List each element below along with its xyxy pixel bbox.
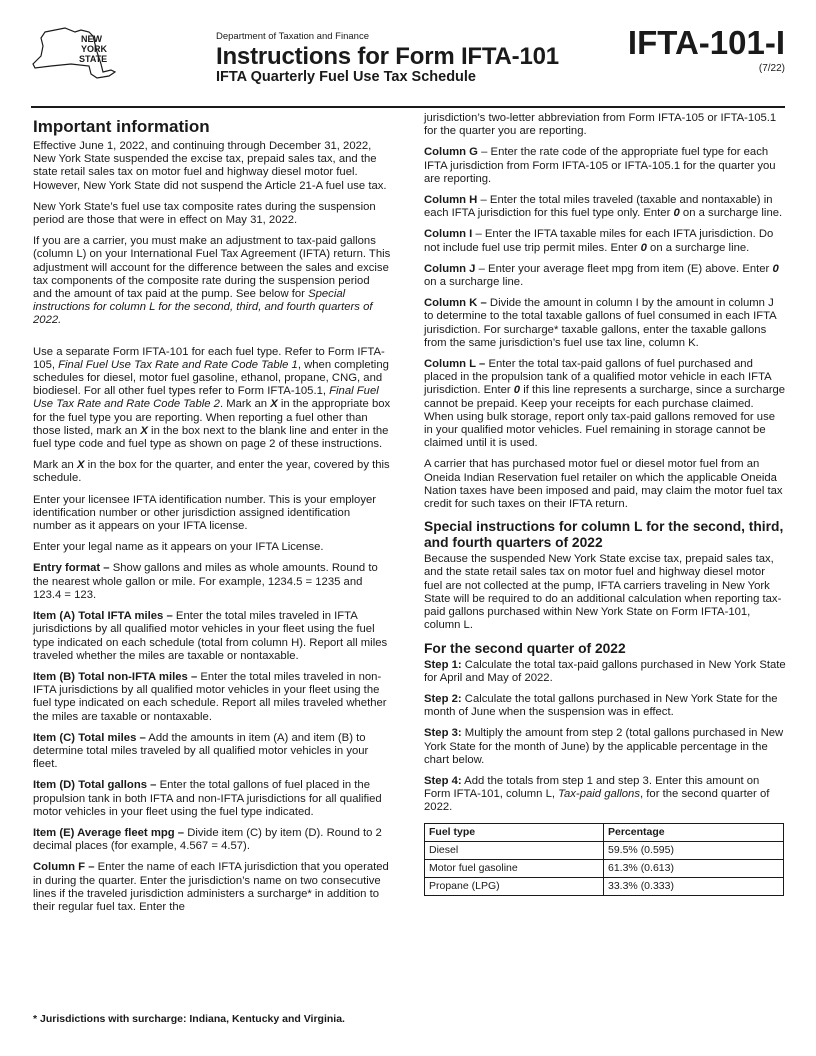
new-york-state-logo (31, 26, 117, 80)
right-column (424, 112, 786, 896)
left-column (33, 112, 391, 922)
para-legal-name: Enter your legal name as it appears on your IFTA License. (33, 541, 324, 554)
para-carrier-adjustment: If you are a carrier, you must make an adjustment to tax-paid gallons (column L) on your International Fuel Tax Agreement (IFTA) return. This adjustment will account for the difference between the sales and excise tax components of the composite rate during the suspension period and the amount of tax paid at the pump. See below for Special instructions for column L for the second, third, and fourth quarters of 2022. (33, 235, 391, 327)
form-number: IFTA-101-I (627, 24, 785, 61)
para-column-l: Column L – Enter the total tax-paid gallons of fuel purchased and placed in the propulsion tank of a qualified motor vehicle in each IFTA jurisdiction. Enter 0 if this line represents a surcharge, since a surcharge cannot be prepaid. Keep your receipts for each purchase claimed. When using bulk storage, report only tax-paid gallons removed for use in your qualified motor vehicles. Fuel remaining in storage cannot be claimed until it is used. (424, 358, 786, 450)
department-name: Department of Taxation and Finance (216, 31, 369, 42)
page-header (31, 26, 785, 108)
revision-date: (7/22) (758, 63, 785, 74)
header-divider (31, 106, 785, 108)
para-column-g: Column G – Enter the rate code of the appropriate fuel type for each IFTA jurisdiction from Form IFTA-105 or IFTA-105.1 for the quarter you are reporting. (424, 146, 776, 185)
table-row (425, 878, 784, 896)
table-cell: Diesel (425, 841, 604, 859)
step-2: Step 2: Calculate the total gallons purchased in New York State for the month of June when the suspension was in effect. (424, 692, 778, 719)
para-special-instructions: Because the suspended New York State excise tax, prepaid sales tax, and the state retail sales tax on motor fuel and highway diesel motor fuel are not collected at the pump, IFTA carriers traveling in New York State will be required to do an additional calculation when reporting tax-paid gallons purchased within New York State on Form IFTA-101, column L. (424, 553, 782, 632)
para-column-f-cont: jurisdiction’s two-letter abbreviation from Form IFTA-105 or IFTA-105.1 for the quarter you are reporting. (424, 112, 777, 138)
table-cell: 61.3% (0.613) (604, 859, 784, 877)
para-suspension: Effective June 1, 2022, and continuing through December 31, 2022, New York State suspended the excise tax, prepaid sales tax, and the state retail sales tax on motor fuel and highway diesel motor fuel. However, New York State did not suspend the Article 21-A fuel use tax. (33, 140, 387, 192)
para-item-b: Item (B) Total non-IFTA miles – Enter the total miles traveled in non-IFTA jurisdictions by all qualified motor vehicles in your fleet using the fuel type indicated on each schedule. Report all miles traveled whether the miles are taxable or nontaxable. (33, 670, 387, 723)
table-cell: Motor fuel gasoline (425, 859, 604, 877)
special-instructions-heading: Special instructions for column L for the second, third, and fourth quarters of 2022 (424, 519, 784, 551)
para-composite-rates: New York State’s fuel use tax composite rates during the suspension period are those that were in effect on May 31, 2022. (33, 200, 376, 227)
table-header-fuel-type: Fuel type (425, 823, 604, 841)
step-4: Step 4: Add the totals from step 1 and step 3. Enter this amount on Form IFTA-101, column L, Tax-paid gallons, for the second quarter of 2022. (424, 774, 770, 814)
para-fuel-type: Use a separate Form IFTA-101 for each fuel type. Refer to Form IFTA-105, Final Fuel Use Tax Rate and Rate Code Table 1, when completing schedules for diesel, motor fuel gasoline, ethanol, propane, CNG, and biodiesel. For all other fuel types refer to Form IFTA-105.1, Final Fuel Use Tax Rate and Rate Code Table 2. Mark an X in the appropriate box for the fuel type you are reporting. When reporting a fuel other than those listed, mark an X in the box next to the blank line and enter in the fuel type code and fuel type as shown on page 2 of these instructions. (33, 345, 391, 451)
table-row (425, 859, 784, 877)
important-info-heading: Important information (33, 117, 210, 136)
table-cell: 33.3% (0.333) (604, 878, 784, 896)
para-entry-format: Entry format – Show gallons and miles as whole amounts. Round to the nearest whole gallon or mile. For example, 1234.5 = 1235 and 123.4 = 123. (33, 562, 378, 601)
table-cell: Propane (LPG) (425, 878, 604, 896)
para-item-d: Item (D) Total gallons – Enter the total gallons of fuel placed in the propulsion tank in both IFTA and non-IFTA jurisdictions for all qualified motor vehicles in your fleet using the fuel type indicated. (33, 779, 382, 818)
table-header-row (425, 823, 784, 841)
page-title: Instructions for Form IFTA-101 (216, 43, 559, 70)
para-item-a: Item (A) Total IFTA miles – Enter the total miles traveled in IFTA jurisdictions by all qualified motor vehicles in your fleet using the fuel type indicated on each schedule (total from column H). Report all miles traveled whether the miles are taxable or nontaxable. (33, 610, 388, 662)
para-licensee-id: Enter your licensee IFTA identification number. This is your employer identification number or other jurisdiction assigned identification number as it appears on your IFTA license. (33, 493, 377, 533)
logo-line-3: STATE (79, 54, 108, 64)
page-subtitle: IFTA Quarterly Fuel Use Tax Schedule (216, 69, 476, 85)
para-column-k: Column K – Divide the amount in column I by the amount in column J to determine to the total taxable gallons of fuel consumed in each IFTA jurisdiction. For surcharge* taxable gallons, enter the taxable gallons from the same jurisdiction’s fuel use tax line, column K. (424, 297, 777, 349)
para-column-h: Column H – Enter the total miles traveled (taxable and nontaxable) in each IFTA jurisdiction for this fuel type only. Enter 0 on a surcharge line. (424, 194, 783, 220)
para-column-j: Column J – Enter your average fleet mpg from item (E) above. Enter 0 on a surcharge line. (424, 262, 779, 289)
table-cell: 59.5% (0.595) (604, 841, 784, 859)
para-column-f: Column F – Enter the name of each IFTA jurisdiction that you operated in during the quarter. Enter the jurisdiction’s name on two consecutive lines if the traveled jurisdiction administers a surcharge* in addition to their regular fuel tax. Enter the (33, 861, 389, 913)
second-quarter-heading: For the second quarter of 2022 (424, 640, 626, 656)
table-header-percentage: Percentage (604, 823, 784, 841)
surcharge-footnote: * Jurisdictions with surcharge: Indiana, Kentucky and Virginia. (33, 1013, 345, 1025)
para-oneida: A carrier that has purchased motor fuel or diesel motor fuel from an Oneida Indian Reservation fuel retailer on which the applicable Oneida Nation taxes have been imposed and paid, may claim the motor fuel tax credit for such taxes on their IFTA return. (424, 458, 783, 511)
step-1: Step 1: Calculate the total tax-paid gallons purchased in New York State for April and May of 2022. (424, 658, 786, 684)
para-quarter: Mark an X in the box for the quarter, and enter the year, covered by this schedule. (33, 459, 390, 485)
para-item-e: Item (E) Average fleet mpg – Divide item (C) by item (D). Round to 2 decimal places (for example, 4.567 = 4.57). (33, 826, 382, 853)
logo-line-2: YORK (81, 44, 108, 54)
table-row (425, 841, 784, 859)
step-3: Step 3: Multiply the amount from step 2 (total gallons purchased in New York State for the month of June) by the applicable percentage in the chart below. (424, 727, 784, 766)
para-column-i: Column I – Enter the IFTA taxable miles for each IFTA jurisdiction. Do not include fuel use trip permit miles. Enter 0 on a surcharge line. (424, 228, 774, 254)
logo-line-1: NEW (81, 34, 102, 44)
para-item-c: Item (C) Total miles – Add the amounts in item (A) and item (B) to determine total miles traveled by all qualified motor vehicles in your fleet. (33, 731, 369, 771)
percentage-table (424, 823, 784, 897)
